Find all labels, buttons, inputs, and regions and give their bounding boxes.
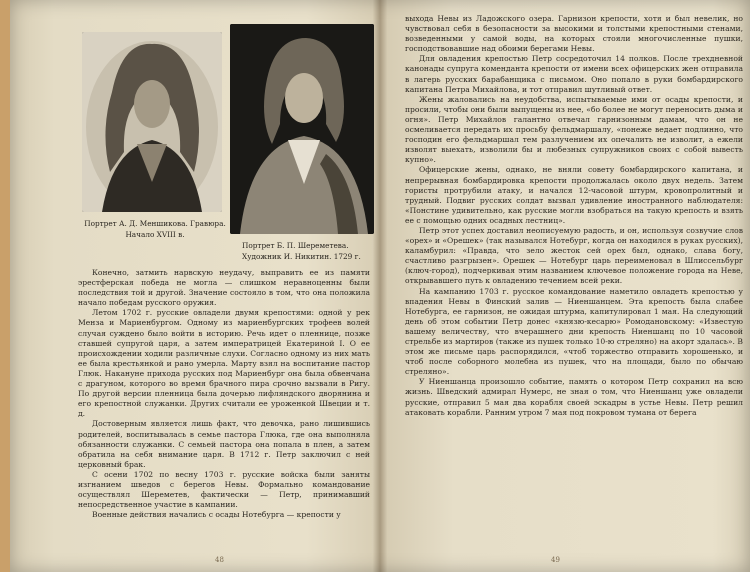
paragraph: У Ниеншанца произошло событие, память о котором Петр сохранил на всю жизнь. Шведский адмирал Нумерс, не зная о том, что Ниеншанц уже овладели русские, отправил 5 мая два корабля своей эскадры в устье Невы. Петр решил атаковать корабли. Ранним утром 7 мая под покровом тумана от берега bbox=[405, 377, 743, 417]
left-page bbox=[10, 0, 380, 572]
paragraph: Военные действия начались с осады Нотебурга — крепости у bbox=[92, 510, 341, 520]
paragraph: Летом 1702 г. русские овладели двумя крепостями: одной у рек Мензa и Мариенбургом. Одному из мариенбургских трофеев волей случая суждено было войти в историю. Речь идет о пленнице, позже ставшей супругой царя, а затем императрицей Екатериной I. О ее происхождении ходили различные слухи. Согласно одному из них мать ее была крестьянкой и рано умерла. Марту взял на воспитание пастор Глюк. Накануне прихода русских под Мариенбург она была обвенчана с драгуном, которого во время брачного пира срочно вызвали в Ригу. По другой версии пленница была дочерью лифляндского дворянина и его крепостной служанки. Других считали ее уроженкой Швеции и т. д. bbox=[78, 308, 370, 419]
portrait-menshikov-image bbox=[82, 32, 222, 212]
caption-menshikov: Портрет А. Д. Меншикова. Гравюра. Начало XVIII в. bbox=[84, 219, 226, 239]
paragraph: Для овладения крепостью Петр сосредоточил 14 полков. После трехдневной канонады супруга коменданта крепости от имени всех офицерских жен отправила в лагерь русских барабанщика с письмом. Оно попало в руки бомбардирского капитана Петра Михайлова, и тот отправил шутливый ответ. bbox=[405, 54, 743, 94]
paragraph: Офицерские жены, однако, не вняли совету бомбардирского капитана, и непрерывная бомбардировка крепости продолжалась около двух недель. Затем гористы протрубили атаку, и начался 12-часовой штурм, кровопролитный и трудный. Подвиг русских солдат вызвал удивление иностранного наблюдателя: «Понстине удивительно, как русские могли взобраться на такую крепость и взять ее с помощью одних осадных лестниц». bbox=[405, 165, 743, 225]
paragraph: Достоверным является лишь факт, что девочка, рано лишившись родителей, воспитывалась в семье пастора Глюка, где она выполняла обязанности служанки. С семьей пастора она попала в плен, а затем обратила на себя внимание царя. В 1712 г. Петр заключил с ней церковный брак. bbox=[78, 419, 370, 469]
paragraph: На кампанию 1703 г. русское командование наметило овладеть крепостью у впадения Невы в Финский залив — Ниеншанцем. Эта крепость была слабее Нотебурга, ее гарнизон, не ожидая штурма, капитулировал 1 мая. На следующий день об этом событии Петр донес «князю-кесарю» Ромодановскому: «Известую вашему величеству, что вчерашнего дни крепость Ниеншанц по 10 часовой стрельбе из мартиров (также из пушек только 10-ю стреляно) на акорт здалась». В этом же письме царь распорядился, «чтоб торжество отправить хорошенько, и чтоб после соборного молебна из пушек, что на площади, было по обычаю стреляно». bbox=[405, 286, 743, 377]
paragraph: Жены жаловались на неудобства, испытываемые ими от осады крепости, и просили, чтобы они были выпущены из нее, «бо более не могут переносить дыма и огня». Петр Михайлов галантно отвечал гарнизонным дамам, что он не осмеливается передать их просьбу фельдмаршалу, «понеже ведает подлинно, что господин его фельдмаршал тем разлучением их опечалить не изволит, а ежели изволят выехать, изволили бы и любезных супружников своих с собой вывесть купно». bbox=[405, 94, 743, 165]
portrait-menshikov bbox=[82, 32, 222, 212]
book-spread bbox=[10, 0, 750, 572]
paragraph: Конечно, затмить нарвскую неудачу, выправить ее из памяти эрестферская победа не могла — слишком неравноценны были последствия той и другой. Значение состояло в том, что она положила начало победам русского оружия. bbox=[78, 268, 370, 308]
paragraph: Петр этот успех доставил неописуемую радость, и он, используя созвучие слов «орех» и «Орешек» (так назывался Нотебург, когда он находился в руках русских), каламбурил: «Правда, что зело жесток сей орех был, однако, слава богу, счастливо разгрызен». Орешек — Нотебург царь переименовал в Шлиссельбург (ключ-город), подчеркивая этим названием ключевое положение города на Неве, открывавшего путь к овладению течением всей реки. bbox=[405, 225, 743, 286]
page-number-right: 49 bbox=[551, 556, 560, 564]
caption-sheremetev-line1: Портрет Б. П. Шереметева. bbox=[242, 241, 349, 250]
right-page bbox=[385, 0, 750, 572]
page-number-left: 48 bbox=[215, 556, 224, 564]
portrait-sheremetev bbox=[230, 24, 374, 234]
right-body-text bbox=[405, 14, 743, 418]
portrait-sheremetev-image bbox=[230, 24, 374, 234]
caption-sheremetev-line2: Художник И. Никитин. 1729 г. bbox=[242, 252, 361, 261]
paragraph: выхода Невы из Ладожского озера. Гарнизон крепости, хотя и был невелик, но чувствовал себя в безопасности за высокими и толстыми крепостными стенами, возведенными у самой воды, на которых стояли многочисленные пушки, господствовавшие над обоими берегами Невы. bbox=[405, 14, 743, 54]
caption-sheremetev bbox=[242, 240, 382, 262]
left-body-text bbox=[78, 268, 370, 520]
paragraph: С осени 1702 по весну 1703 г. русские войска были заняты изгнанием шведов с берегов Невы. Формально командование осуществлял Шереметев, фактически — Петр, принимавший непосредственное участие в кампании. bbox=[78, 469, 370, 510]
